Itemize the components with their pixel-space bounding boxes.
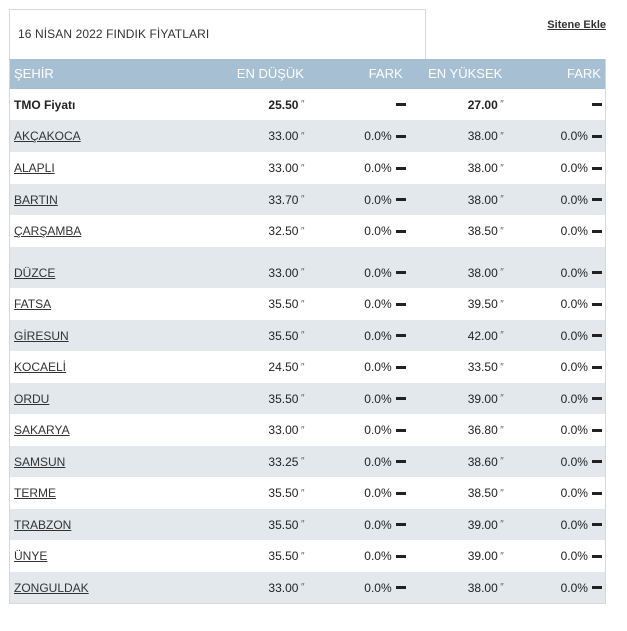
low-diff: 0.0% <box>364 517 392 532</box>
currency-mark: ″ <box>499 194 504 205</box>
column-diff-low[interactable]: FARK <box>368 66 403 81</box>
table-row <box>10 540 605 572</box>
table-row <box>10 120 605 152</box>
tmo-row <box>10 89 605 120</box>
no-change-icon <box>592 523 602 526</box>
high-diff: 0.0% <box>560 517 588 532</box>
row-spacer <box>10 247 605 257</box>
no-change-icon <box>396 429 406 432</box>
high-diff: 0.0% <box>560 161 588 175</box>
tmo-high: 27.00 <box>467 97 498 112</box>
city-link[interactable]: ÜNYE <box>14 549 48 563</box>
high-price: 39.00 <box>467 517 498 532</box>
currency-mark: ″ <box>300 550 304 562</box>
low-price: 35.50 <box>268 549 299 563</box>
high-diff: 0.0% <box>560 360 588 374</box>
column-diff-high[interactable]: FARK <box>567 66 601 81</box>
city-link[interactable]: GİRESUN <box>14 328 69 343</box>
table-row <box>10 215 605 247</box>
currency-mark: ″ <box>499 487 504 499</box>
no-change-icon <box>396 334 406 337</box>
city-link[interactable]: AKÇAKOCA <box>14 129 81 143</box>
city-link[interactable]: ZONGULDAK <box>14 580 89 595</box>
table-row <box>10 257 605 288</box>
no-change-icon <box>592 303 602 306</box>
low-diff: 0.0% <box>364 328 392 343</box>
high-price: 38.50 <box>467 486 498 500</box>
no-change-icon <box>396 586 406 589</box>
low-diff: 0.0% <box>364 549 392 563</box>
currency-mark: ″ <box>300 162 304 174</box>
low-diff: 0.0% <box>364 129 392 143</box>
high-price: 39.00 <box>467 391 498 406</box>
low-diff: 0.0% <box>364 580 392 595</box>
low-price: 35.50 <box>268 297 299 311</box>
city-link[interactable]: ORDU <box>14 391 50 406</box>
low-diff: 0.0% <box>364 265 392 280</box>
low-price: 35.50 <box>268 391 299 406</box>
no-change-icon <box>396 167 406 170</box>
high-price: 38.00 <box>467 161 498 175</box>
high-diff: 0.0% <box>560 129 588 143</box>
high-diff: 0.0% <box>560 580 588 595</box>
title-box <box>9 9 426 59</box>
low-price: 35.50 <box>268 517 299 532</box>
low-diff: 0.0% <box>364 454 392 469</box>
low-price: 33.00 <box>268 265 299 280</box>
no-change-icon <box>396 366 406 369</box>
currency-mark: ″ <box>300 130 304 142</box>
no-change-icon <box>396 397 406 400</box>
city-link[interactable]: TRABZON <box>14 517 72 532</box>
column-low[interactable]: EN DÜŞÜK <box>236 66 304 81</box>
currency-mark: ″ <box>499 267 504 278</box>
no-change-icon <box>592 103 602 106</box>
currency-mark: ″ <box>499 130 504 142</box>
city-link[interactable]: BARTIN <box>14 192 58 207</box>
high-diff: 0.0% <box>560 297 588 311</box>
high-diff: 0.0% <box>560 265 588 280</box>
low-diff: 0.0% <box>364 297 392 311</box>
table-row <box>10 152 605 184</box>
high-diff: 0.0% <box>560 423 588 437</box>
low-diff: 0.0% <box>364 192 392 207</box>
city-link[interactable]: TERME <box>14 486 56 500</box>
currency-mark: ″ <box>499 550 504 562</box>
city-link[interactable]: SAMSUN <box>14 454 66 469</box>
low-price: 33.00 <box>268 580 299 595</box>
high-price: 36.80 <box>467 423 498 437</box>
low-price: 33.70 <box>268 192 299 207</box>
low-diff: 0.0% <box>364 161 392 175</box>
high-price: 33.50 <box>467 360 498 374</box>
high-diff: 0.0% <box>560 486 588 500</box>
low-price: 33.00 <box>268 129 299 143</box>
high-diff: 0.0% <box>560 391 588 406</box>
currency-mark: ″ <box>499 162 504 174</box>
add-to-site-link[interactable]: Sitene Ekle <box>547 19 606 31</box>
high-diff: 0.0% <box>560 328 588 343</box>
table-row <box>10 572 605 603</box>
table-row <box>10 477 605 509</box>
no-change-icon <box>592 198 602 201</box>
tmo-low: 25.50 <box>268 97 299 112</box>
table-row <box>10 288 605 320</box>
low-price: 24.50 <box>268 360 299 374</box>
no-change-icon <box>396 555 406 558</box>
high-price: 39.00 <box>467 549 498 563</box>
low-price: 33.00 <box>268 423 299 437</box>
table-row <box>10 320 605 351</box>
currency-mark: ″ <box>300 582 304 593</box>
high-price: 42.00 <box>467 328 498 343</box>
currency-mark: ″ <box>300 267 304 278</box>
currency-mark: ″ <box>499 582 504 593</box>
no-change-icon <box>592 555 602 558</box>
no-change-icon <box>592 334 602 337</box>
currency-mark: ″ <box>499 225 504 237</box>
no-change-icon <box>592 366 602 369</box>
city-link[interactable]: DÜZCE <box>14 265 56 280</box>
no-change-icon <box>396 303 406 306</box>
city-link[interactable]: KOCAELİ <box>14 360 67 374</box>
currency-mark: ″ <box>300 225 304 237</box>
currency-mark: ″ <box>300 424 304 436</box>
low-diff: 0.0% <box>364 423 392 437</box>
currency-mark: ″ <box>300 330 304 341</box>
no-change-icon <box>396 103 406 106</box>
low-price: 33.25 <box>268 454 299 469</box>
high-diff: 0.0% <box>560 224 588 238</box>
low-price: 35.50 <box>268 328 299 343</box>
no-change-icon <box>592 460 602 463</box>
currency-mark: ″ <box>300 361 304 373</box>
currency-mark: ″ <box>499 519 504 530</box>
currency-mark: ″ <box>499 456 504 467</box>
high-price: 38.00 <box>467 265 498 280</box>
tmo-label: TMO Fiyatı <box>14 97 76 112</box>
table-row <box>10 446 605 477</box>
currency-mark: ″ <box>499 424 504 436</box>
column-high[interactable]: EN YÜKSEK <box>428 66 503 81</box>
city-link[interactable]: ÇARŞAMBA <box>14 224 82 238</box>
no-change-icon <box>396 492 406 495</box>
city-link[interactable]: SAKARYA <box>14 423 70 437</box>
no-change-icon <box>396 198 406 201</box>
currency-mark: ″ <box>499 330 504 341</box>
currency-mark: ″ <box>499 393 504 404</box>
currency-mark: ″ <box>300 194 304 205</box>
currency-mark: ″ <box>300 456 304 467</box>
table-header <box>10 59 605 89</box>
currency-mark: ″ <box>300 99 304 110</box>
no-change-icon <box>396 135 406 138</box>
currency-mark: ″ <box>300 487 304 499</box>
page-title: 16 NİSAN 2022 FINDIK FİYATLARI <box>18 27 210 41</box>
currency-mark: ″ <box>300 393 304 404</box>
currency-mark: ″ <box>300 519 304 530</box>
currency-mark: ″ <box>499 99 504 110</box>
no-change-icon <box>592 271 602 274</box>
no-change-icon <box>592 586 602 589</box>
no-change-icon <box>396 230 406 233</box>
table-row <box>10 383 605 414</box>
city-link[interactable]: ALAPLI <box>14 161 55 175</box>
high-price: 38.50 <box>467 224 498 238</box>
high-diff: 0.0% <box>560 192 588 207</box>
low-price: 32.50 <box>268 224 299 238</box>
high-price: 38.60 <box>467 454 498 469</box>
city-link[interactable]: FATSA <box>14 297 52 311</box>
no-change-icon <box>592 230 602 233</box>
low-diff: 0.0% <box>364 486 392 500</box>
low-price: 33.00 <box>268 161 299 175</box>
table-row <box>10 509 605 540</box>
high-price: 38.00 <box>467 129 498 143</box>
high-diff: 0.0% <box>560 549 588 563</box>
no-change-icon <box>592 492 602 495</box>
no-change-icon <box>592 397 602 400</box>
no-change-icon <box>396 523 406 526</box>
low-diff: 0.0% <box>364 224 392 238</box>
no-change-icon <box>396 460 406 463</box>
column-city[interactable]: ŞEHİR <box>14 66 54 81</box>
no-change-icon <box>592 167 602 170</box>
high-price: 39.50 <box>467 297 498 311</box>
low-diff: 0.0% <box>364 360 392 374</box>
high-price: 38.00 <box>467 192 498 207</box>
high-diff: 0.0% <box>560 454 588 469</box>
table-row <box>10 414 605 446</box>
price-table <box>9 59 606 604</box>
no-change-icon <box>592 429 602 432</box>
low-price: 35.50 <box>268 486 299 500</box>
no-change-icon <box>592 135 602 138</box>
no-change-icon <box>396 271 406 274</box>
table-row <box>10 184 605 215</box>
currency-mark: ″ <box>499 298 504 310</box>
table-row <box>10 351 605 383</box>
currency-mark: ″ <box>499 361 504 373</box>
low-diff: 0.0% <box>364 391 392 406</box>
currency-mark: ″ <box>300 298 304 310</box>
high-price: 38.00 <box>467 580 498 595</box>
